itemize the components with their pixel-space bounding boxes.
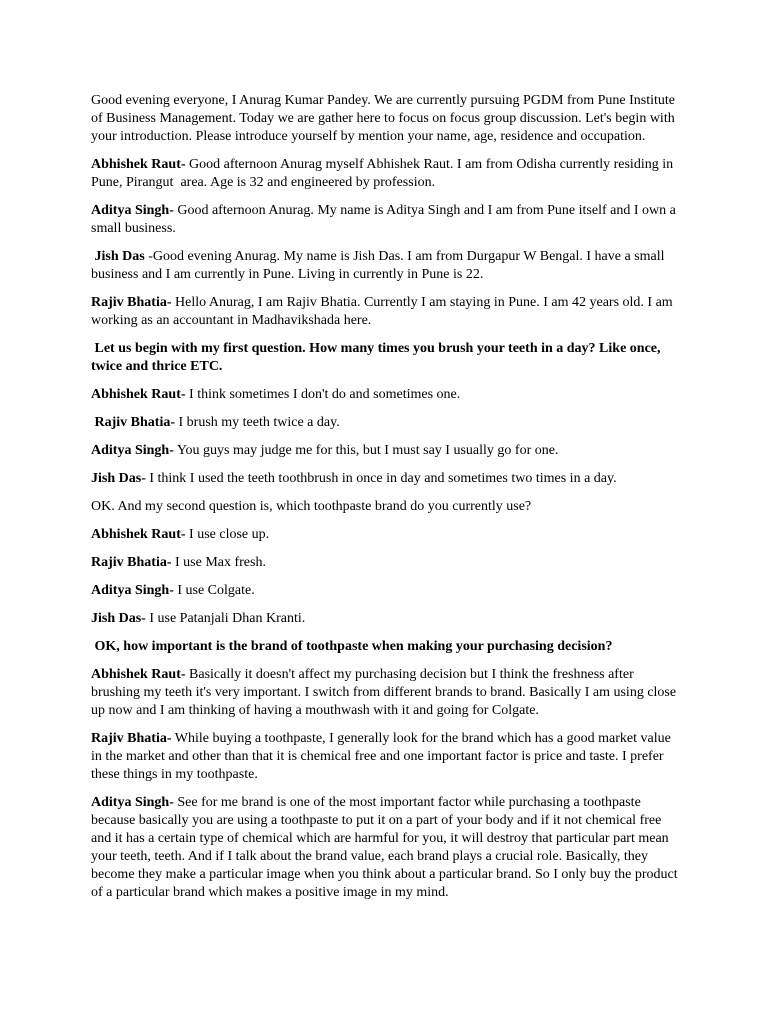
paragraph-response xyxy=(91,294,680,330)
paragraph-response xyxy=(91,202,680,238)
speaker-name: Abhishek Raut- xyxy=(91,157,186,172)
paragraph-response xyxy=(91,248,680,284)
paragraph-text: Basically it doesn't affect my purchasing decision but I think the freshness after brushing my teeth it's very important. I switch from different brands to brand. Basically I am using close up now and I am thinking of having a mouthwash with it and going for Colgate. xyxy=(91,667,680,718)
paragraph-text: I use Colgate. xyxy=(173,583,255,598)
paragraph-text: -Good evening Anurag. My name is Jish Das. I am from Durgapur W Bengal. I have a small business and I am currently in Pune. Living in currently in Pune is 22. xyxy=(91,249,669,282)
speaker-name: Jish Das xyxy=(91,249,145,264)
speaker-name: Jish Das- xyxy=(91,471,146,486)
speaker-name: Rajiv Bhatia- xyxy=(91,415,175,430)
speaker-name: Aditya Singh- xyxy=(91,583,174,598)
speaker-name: Aditya Singh- xyxy=(91,795,174,810)
paragraph-text: I think I used the teeth toothbrush in once in day and sometimes two times in a day. xyxy=(145,471,617,486)
paragraph-text: I brush my teeth twice a day. xyxy=(175,415,340,430)
paragraph-intro xyxy=(91,92,680,146)
paragraph-text: I use Patanjali Dhan Kranti. xyxy=(145,611,306,626)
paragraph-response xyxy=(91,582,680,600)
paragraph-text: Good afternoon Anurag. My name is Aditya Singh and I am from Pune itself and I own a small business. xyxy=(91,203,680,236)
speaker-name: Abhishek Raut- xyxy=(91,387,186,402)
paragraph-question xyxy=(91,340,680,376)
speaker-name: Aditya Singh- xyxy=(91,203,174,218)
paragraph-text: Good afternoon Anurag myself Abhishek Raut. I am from Odisha currently residing in Pune, Pirangut area. Age is 32 and engineered by profession. xyxy=(91,157,677,190)
paragraph-question xyxy=(91,638,680,656)
speaker-name: Abhishek Raut- xyxy=(91,667,186,682)
speaker-name: Aditya Singh- xyxy=(91,443,174,458)
transcript-body xyxy=(91,92,680,902)
paragraph-response xyxy=(91,470,680,488)
paragraph-text: You guys may judge me for this, but I must say I usually go for one. xyxy=(173,443,559,458)
speaker-name: Jish Das- xyxy=(91,611,146,626)
paragraph-response xyxy=(91,554,680,572)
paragraph-text: OK, how important is the brand of toothpaste when making your purchasing decision? xyxy=(91,639,613,654)
paragraph-text: I use close up. xyxy=(185,527,270,542)
speaker-name: Rajiv Bhatia- xyxy=(91,731,172,746)
paragraph-text: OK. And my second question is, which toothpaste brand do you currently use? xyxy=(91,499,532,514)
paragraph-response xyxy=(91,666,680,720)
speaker-name: Abhishek Raut- xyxy=(91,527,186,542)
paragraph-text: While buying a toothpaste, I generally look for the brand which has a good market value in the market and other than that it is chemical free and one important factor is price and taste. I prefer these things in my toothpaste. xyxy=(91,731,675,782)
paragraph-question xyxy=(91,498,680,516)
speaker-name: Rajiv Bhatia- xyxy=(91,555,172,570)
paragraph-response xyxy=(91,794,680,902)
paragraph-response xyxy=(91,442,680,460)
paragraph-text: Let us begin with my first question. How many times you brush your teeth in a day? Like once, twice and thrice ETC. xyxy=(91,341,665,374)
paragraph-response xyxy=(91,730,680,784)
paragraph-text: Good evening everyone, I Anurag Kumar Pandey. We are currently pursuing PGDM from Pune Institute of Business Management. Today we are gather here to focus on focus group discussion. Let's begin with your introduction. Please introduce yourself by mention your name, age, residence and occupation. xyxy=(91,93,679,144)
paragraph-text: See for me brand is one of the most important factor while purchasing a toothpaste because basically you are using a toothpaste to put it on a part of your body and if it not chemical free and it has a certain type of chemical which are harmful for you, it will destroy that particular part mean your teeth, teeth. And if I talk about the brand value, each brand plays a crucial role. Basically, they become they make a particular image when you think about a particular brand. So I only buy the product of a particular brand which makes a positive image in my mind. xyxy=(91,795,682,900)
paragraph-response xyxy=(91,386,680,404)
paragraph-text: Hello Anurag, I am Rajiv Bhatia. Currently I am staying in Pune. I am 42 years old. I am working as an accountant in Madhavikshada here. xyxy=(91,295,677,328)
speaker-name: Rajiv Bhatia- xyxy=(91,295,172,310)
paragraph-response xyxy=(91,526,680,544)
paragraph-response xyxy=(91,414,680,432)
paragraph-response xyxy=(91,156,680,192)
paragraph-response xyxy=(91,610,680,628)
paragraph-text: I use Max fresh. xyxy=(171,555,266,570)
paragraph-text: I think sometimes I don't do and sometimes one. xyxy=(185,387,461,402)
